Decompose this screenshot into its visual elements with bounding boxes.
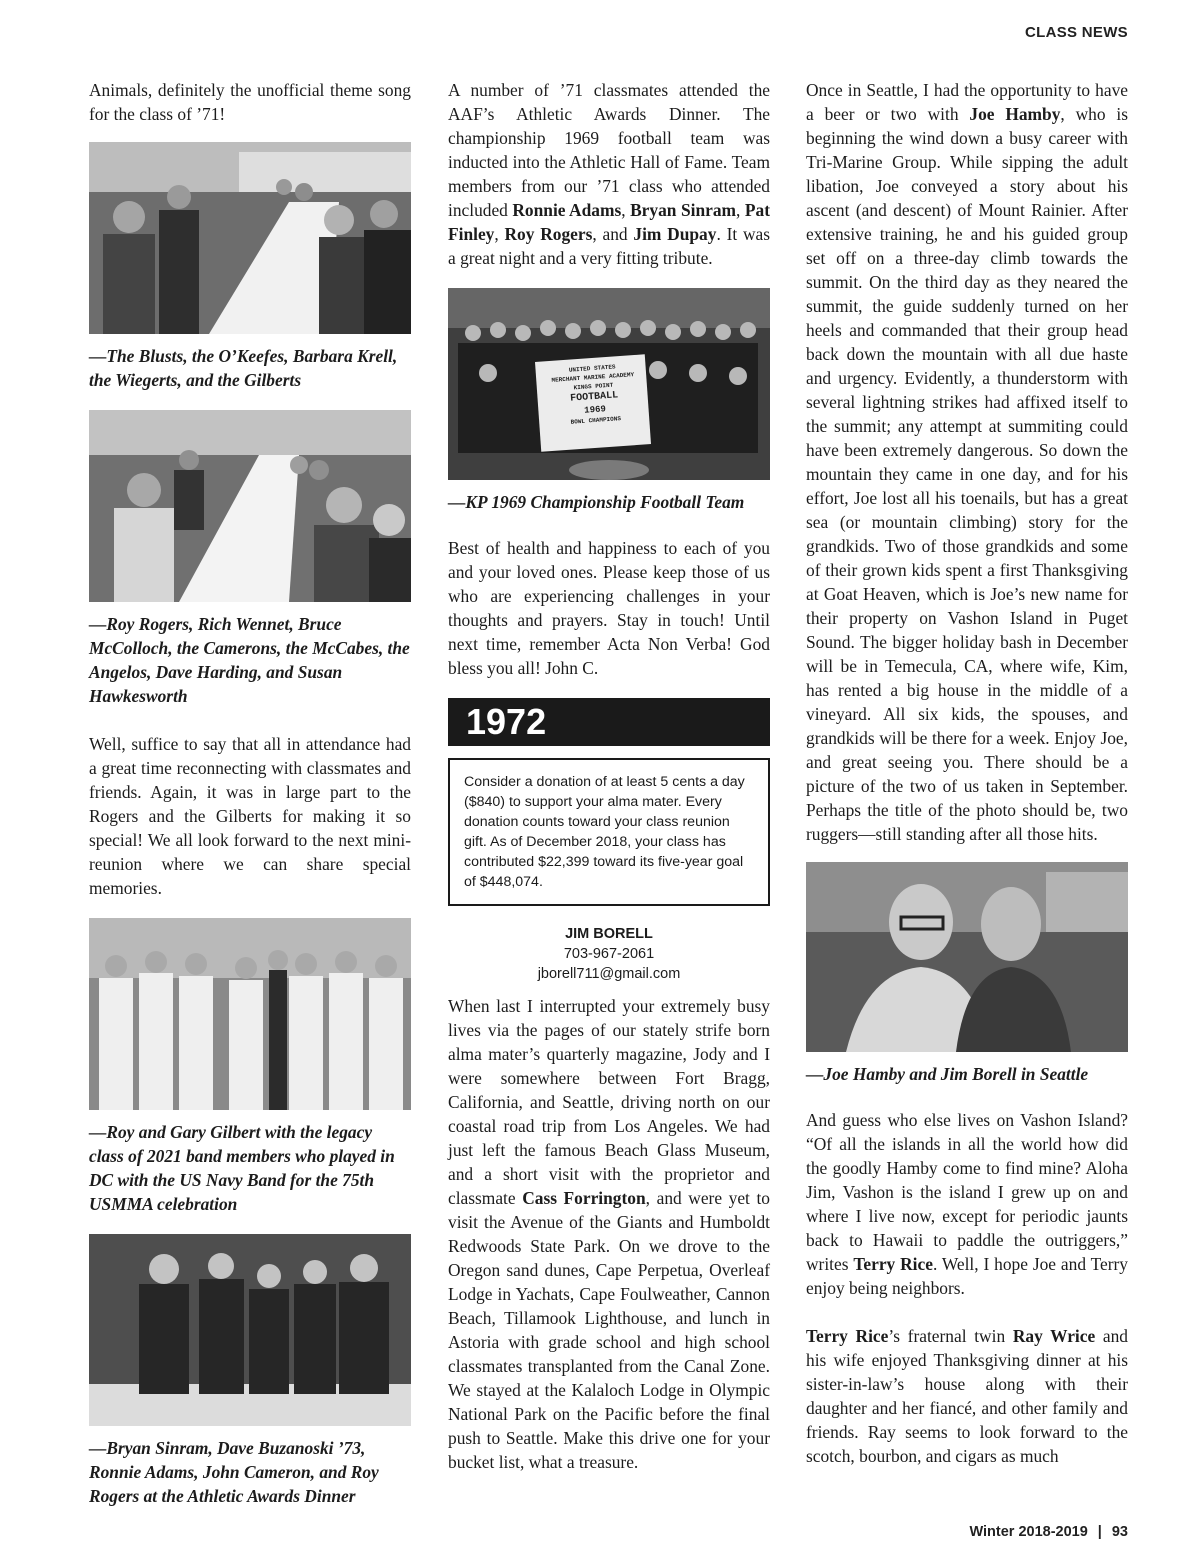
classmate-name: Terry Rice [806, 1326, 889, 1346]
photo-athletic-dinner [89, 1234, 411, 1426]
classmate-name: Terry Rice [853, 1254, 933, 1274]
classmate-name: Joe Hamby [969, 104, 1061, 124]
banner-line: BOWL CHAMPIONS [570, 415, 622, 426]
column-3 [806, 78, 1128, 1468]
photo-blusts-dinner [89, 142, 411, 334]
section-label: CLASS NEWS [1024, 24, 1128, 41]
band-members-graphic [89, 918, 411, 1110]
classmate-name: Roy Rogers [504, 224, 593, 244]
text-span: ’s fraternal twin [888, 1326, 1013, 1346]
text-span: When last I interrupted your extremely busy lives via the pages of our stately strife born alma mater’s quarterly magazine, Jody and I were somewhere between Fort Bragg, California, and Seattle, driving north on our coastal road trip from Los Angeles. We had just left the famous Beach Glass Museum, and a short visit with the proprietor and classmate [448, 996, 770, 1208]
text-span: , [494, 224, 505, 244]
issue-label: Winter 2018-2019 [969, 1524, 1088, 1540]
text-span: and his wife enjoyed Thanksgiving dinner at his sister-in-law’s house along with their daughter and her fiancé, and other family and friends. Ray seems to look forward to the scotch, bourbon, and cigars as much [806, 1326, 1129, 1466]
intro-paragraph: Animals, definitely the unofficial theme song for the class of ’71! [89, 80, 411, 124]
two-men-graphic [806, 862, 1128, 1052]
vashon-paragraph [806, 1108, 1128, 1300]
photo-hamby-borell [806, 862, 1128, 1052]
photo-caption-athletic: —Bryan Sinram, Dave Buzanoski ’73, Ronnie Adams, John Cameron, and Roy Rogers at the Athletic Awards Dinner [89, 1438, 379, 1506]
photo-caption-hamby: —Joe Hamby and Jim Borell in Seattle [806, 1064, 1089, 1084]
page-number: 93 [1111, 1524, 1128, 1540]
page-footer [969, 1524, 1128, 1540]
closing-paragraph: Best of health and happiness to each of you and your loved ones. Please keep those of us who are experiencing challenges in your thoughts and prayers. Stay in touch! Until next time, remember Acta Non Verba! God bless you all! John C. [448, 538, 770, 678]
wrice-paragraph [806, 1324, 1128, 1468]
classmate-name: Ray Wrice [1012, 1326, 1096, 1346]
text-span: And guess who else lives on Vashon Island? “Of all the islands in all the world how did the goodly Hamby come to find mine? Aloha Jim, Vashon is the island I grew up on and where I live now, except for periodic jaunts back to Hawaii to paddle the outriggers,” writes [806, 1110, 1128, 1274]
classmate-name: Jim Dupay [633, 224, 717, 244]
text-span: , and [592, 224, 634, 244]
banner-line: FOOTBALL [569, 390, 619, 405]
restaurant-scene-graphic [89, 410, 411, 602]
text-span: , [621, 200, 631, 220]
road-trip-paragraph [448, 994, 770, 1474]
banner-line: KINGS POINT [573, 381, 614, 392]
classmate-name: Ronnie Adams [512, 200, 622, 220]
text-span: , and were yet to visit the Avenue of the Giants and Humboldt Redwoods State Park. On we drove to the Oregon sand dunes, Cape Perpetua, Overleaf Lodge in Yachats, Cape Foulweather, Cannon Beach, Tillamook Lighthouse, and lunch in Astoria with grade school and high school classmates transplanted from the Canal Zone. We stayed at the Kalaloch Lodge in Olympic National Park on the Pacific before the final push to Seattle. Make this drive one for your bucket list, what a treasure. [448, 1188, 770, 1472]
restaurant-scene-graphic [89, 142, 411, 334]
footer-separator: | [1097, 1524, 1102, 1540]
column-1 [89, 78, 411, 1508]
photo-band-members [89, 918, 411, 1110]
photo-caption-rogers: —Roy Rogers, Rich Wennet, Bruce McColloch, the Camerons, the McCabes, the Angelos, Dave Harding, and Susan Hawkesworth [89, 614, 410, 706]
donation-box: Consider a donation of at least 5 cents a day ($840) to support your alma mater. Every donation counts toward your class reunion gift. As of December 2018, your class has contributed $22,399 toward its five-year goal of $448,074. [448, 758, 770, 906]
contact-phone: 703-967-2061 [563, 946, 655, 962]
reunion-paragraph: Well, suffice to say that all in attendance had a great time reconnecting with classmates and friends. Again, it was in large part to the Rogers and the Gilberts for making it so special! We all look forward to the next mini-reunion where we can share special memories. [89, 734, 411, 898]
banner-line: 1969 [583, 404, 607, 416]
classmate-name: Bryan Sinram [630, 200, 737, 220]
text-span: . It was a great night and a very fitting tribute. [448, 224, 771, 268]
photo-caption-blusts: —The Blusts, the O’Keefes, Barbara Krell, the Wiegerts, and the Gilberts [89, 346, 398, 390]
photo-caption-band: —Roy and Gary Gilbert with the legacy class of 2021 band members who played in DC with the US Navy Band for the 75th USMMA celebration [89, 1122, 395, 1214]
contact-email[interactable]: jborell711@gmail.com [537, 966, 681, 982]
text-span: , who is beginning the wind down a busy career with Tri-Marine Group. While sipping the adult libation, Joe conveyed a story about his ascent (and descent) of Mount Rainier. After extensive training, he and his guided group set off on a three-day climb towards the summit. On the third day as they neared the summit, the guide suddenly turned on her heels and commanded that their group head back down the mountain with all due haste and urgency. Evidently, a thunderstorm with several lightning strikes had affixed itself to the summit; any attempt at summiting could have been extremely dangerous. So down the mountain they came in one day, and for his effort, Joe lost all his toenails, but has a great sea (or mountain climbing) story for the grandkids. Two of those grandkids and some of their grown kids spent a first Thanksgiving at Goat Heaven, which is Joe’s new name for their property on Vashon Island in Puget Sound. The bigger holiday bash in December will be in Temecula, CA, where wife, Kim, has rented a big house in the middle of a vineyard. All six kids, the spouses, and grandkids will be there for a week. Enjoy Joe, and great seeing you. There should be a picture of the two of us taken in September. Perhaps the title of the photo should be, two ruggers—still standing after all those hits. [806, 104, 1128, 844]
awards-dinner-paragraph [448, 78, 770, 270]
banner-line: MERCHANT MARINE ACADEMY [551, 371, 635, 384]
classmate-name: Pat Finley [448, 200, 770, 244]
awards-dinner-graphic [89, 1234, 411, 1426]
photo-football-team [448, 288, 770, 480]
text-span: . Well, I hope Joe and Terry enjoy being neighbors. [806, 1254, 1128, 1298]
text-span: A number of ’71 classmates attended the AAF’s Athletic Awards Dinner. The championship 1969 football team was inducted into the Athletic Hall of Fame. Team members from our ’71 class who attended included [448, 80, 770, 220]
photo-rogers-dinner [89, 410, 411, 602]
class-year-banner: 1972 [448, 698, 770, 746]
column-2 [448, 78, 770, 1474]
text-span: , [736, 200, 745, 220]
banner-line: UNITED STATES [568, 363, 616, 374]
photo-caption-football: —KP 1969 Championship Football Team [448, 492, 745, 512]
contact-name: JIM BORELL [565, 926, 653, 942]
seattle-paragraph [806, 78, 1128, 846]
football-banner-text [540, 360, 648, 428]
classmate-name: Cass Forrington [522, 1188, 646, 1208]
class-contact [448, 924, 770, 984]
text-span: Once in Seattle, I had the opportunity to have a beer or two with [806, 80, 1128, 124]
